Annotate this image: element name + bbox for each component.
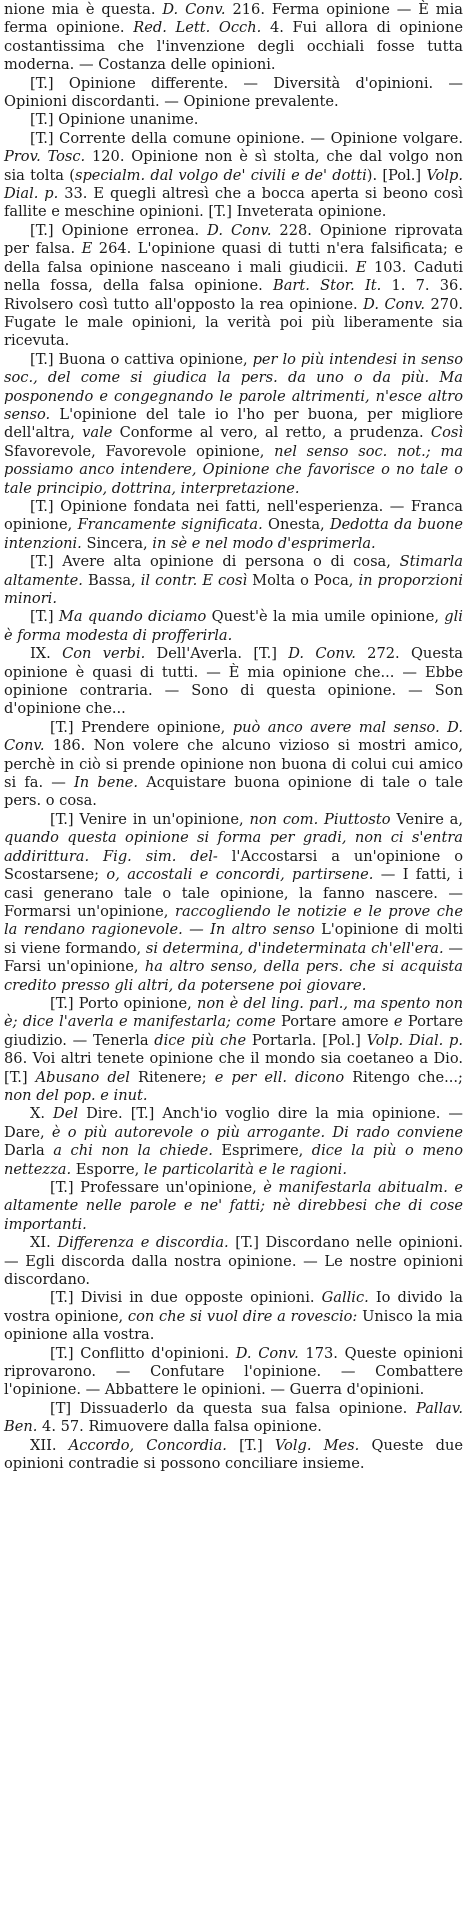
section-paragraph: X. Del Dire. [T.] Anch'io voglio dire la mia opinione. — Dare, è o più autorevole o più arrogante. Di rado conviene Darla a chi non la chiede. Esprimere, dice la più o meno nettezza. Esporre, le particolarità e le ragioni. — [4, 1105, 463, 1178]
entry-paragraph: [T.] Professare un'opinione, è manifestarla abitualm. e altamente nelle parole e ne' fatti; nè direbbesi che di cose importanti. — [4, 1179, 463, 1233]
entry-paragraph: [T.] Porto opinione, non è del ling. parl., ma spento non è; dice l'averla e manifestarla; come Portare amore e Portare giudizio. — Tenerla dice più che Portarla. [Pol.] Volp. Dial. p. 86. Voi altri tenete opinione che il mondo sia coetaneo a Dio. [T.] Abusano del Ritenere; e per ell. dicono Ritengo che...; non del pop. e inut. — [4, 994, 464, 1104]
entry-paragraph: [T.] Avere alta opinione di persona o di cosa, Stimarla altamente. Bassa, il contr. E così Molta o Poca, in proporzioni minori. — [4, 553, 463, 607]
entry-paragraph: [T.] Opinione differente. — Diversità d'opinioni. — Opinioni discordanti. — Opinione prevalente. — [4, 74, 463, 111]
entry-paragraph: [T.] Venire in un'opinione, non com. Piuttosto Venire a, quando questa opinione si forma per gradi, non ci s'entra addirittura. Fig. sim. del- l'Accostarsi a un'opinione o Scostarsene; o, accostali e concordi, partirsene. — I fatti, i casi generano tale o tale opinione, la fanno nascere. — Formarsi un'opinione, raccogliendo le notizie e le prove che la rendano ragionevole. — In altro senso L'opinione di molti si viene formando, si determina, d'indeterminata ch'ell'era. — Farsi un'opinione, ha altro senso, della pers. che si acquista credito presso gli altri, da potersene poi giovare. — [4, 810, 464, 994]
entry-paragraph: [T.] Opinione erronea. D. Conv. 228. Opinione riprovata per falsa. E 264. L'opinione quasi di tutti n'era falsificata; e della falsa opinione nasceano i mali giudicii. E 103. Caduti nella fossa, della falsa opinione. Bart. Stor. It. 1. 7. 36. Rivolsero così tutto all'opposto la rea opinione. D. Conv. 270. Fugate le male opinioni, la verità poi più liberamente sia ricevuta. — [4, 221, 464, 350]
entry-paragraph: nione mia è questa. D. Conv. 216. Ferma opinione — È mia ferma opinione. Red. Lett. Occh. 4. Fui allora di opinione costantissima che l'invenzione degli occhiali fosse tutta moderna. — Costanza delle opinioni. — [4, 1, 464, 74]
entry-paragraph: [T.] Corrente della comune opinione. — Opinione volgare. Prov. Tosc. 120. Opinione non è sì stolta, che dal volgo non sia tolta (specialm. dal volgo de' civili e de' dotti). [Pol.] Volp. Dial. p. 33. E quegli altresì che a bocca aperta si beono così fallite e meschine opinioni. [T.] Inveterata opinione. — [4, 129, 464, 221]
entry-paragraph: [T.] Prendere opinione, può anco avere mal senso. D. Conv. 186. Non volere che alcuno vizioso si mostri amico, perchè in ciò si prende opinione non buona di colui cui amico si fa. — In bene. Acquistare buona opinione di tale o tale pers. o cosa. — [4, 718, 464, 810]
entry-paragraph: [T.] Buona o cattiva opinione, per lo più intendesi in senso soc., del come si giudica la pers. da uno o da più. Ma posponendo e congegnando le parole altrimenti, n'esce altro senso. L'opinione del tale io l'ho per buona, per migliore dell'altra, vale Conforme al vero, al retto, a prudenza. Così Sfavorevole, Favorevole opinione, nel senso soc. not.; ma possiamo anco intendere, Opinione che favorisce o no tale o tale principio, dottrina, interpretazione. — [4, 350, 464, 497]
entry-paragraph: [T] Dissuaderlo da questa sua falsa opinione. Pallav. Ben. 4. 57. Rimuovere dalla falsa opinione. — [4, 1399, 463, 1436]
entry-paragraph: [T.] Opinione unanime. — [30, 111, 199, 129]
entry-paragraph: [T.] Ma quando diciamo Quest'è la mia umile opinione, gli è forma modesta di profferirla. — [4, 608, 463, 644]
section-paragraph: XI. Differenza e discordia. [T.] Discordano nelle opinioni. — Egli discorda dalla nostra opinione. — Le nostre opinioni discordano. — [4, 1234, 463, 1289]
section-paragraph: IX. Con verbi. Dell'Averla. [T.] D. Conv. 272. Questa opinione è quasi di tutti. — È mia opinione che... — Ebbe opinione contraria. — Sono di questa opinione. — Son d'opinione che... — [4, 645, 464, 718]
entry-paragraph: [T.] Divisi in due opposte opinioni. Gallic. Io divido la vostra opinione, con che si vuol dire a rovescio: Unisco la mia opinione alla vostra. — [4, 1289, 464, 1344]
section-paragraph: XII. Accordo, Concordia. [T.] Volg. Mes. Queste due opinioni contradie si possono conciliare insieme. — [4, 1436, 463, 1473]
entry-paragraph: [T.] Opinione fondata nei fatti, nell'esperienza. — Franca opinione, Francamente significata. Onesta, Dedotta da buone intenzioni. Sincera, in sè e nel modo d'esprimerla. — [4, 497, 464, 552]
entry-paragraph: [T.] Conflitto d'opinioni. D. Conv. 173. Queste opinioni riprovarono. — Confutare l'opinione. — Combattere l'opinione. — Abbattere le opinioni. — Guerra d'opinioni. — [4, 1344, 464, 1399]
